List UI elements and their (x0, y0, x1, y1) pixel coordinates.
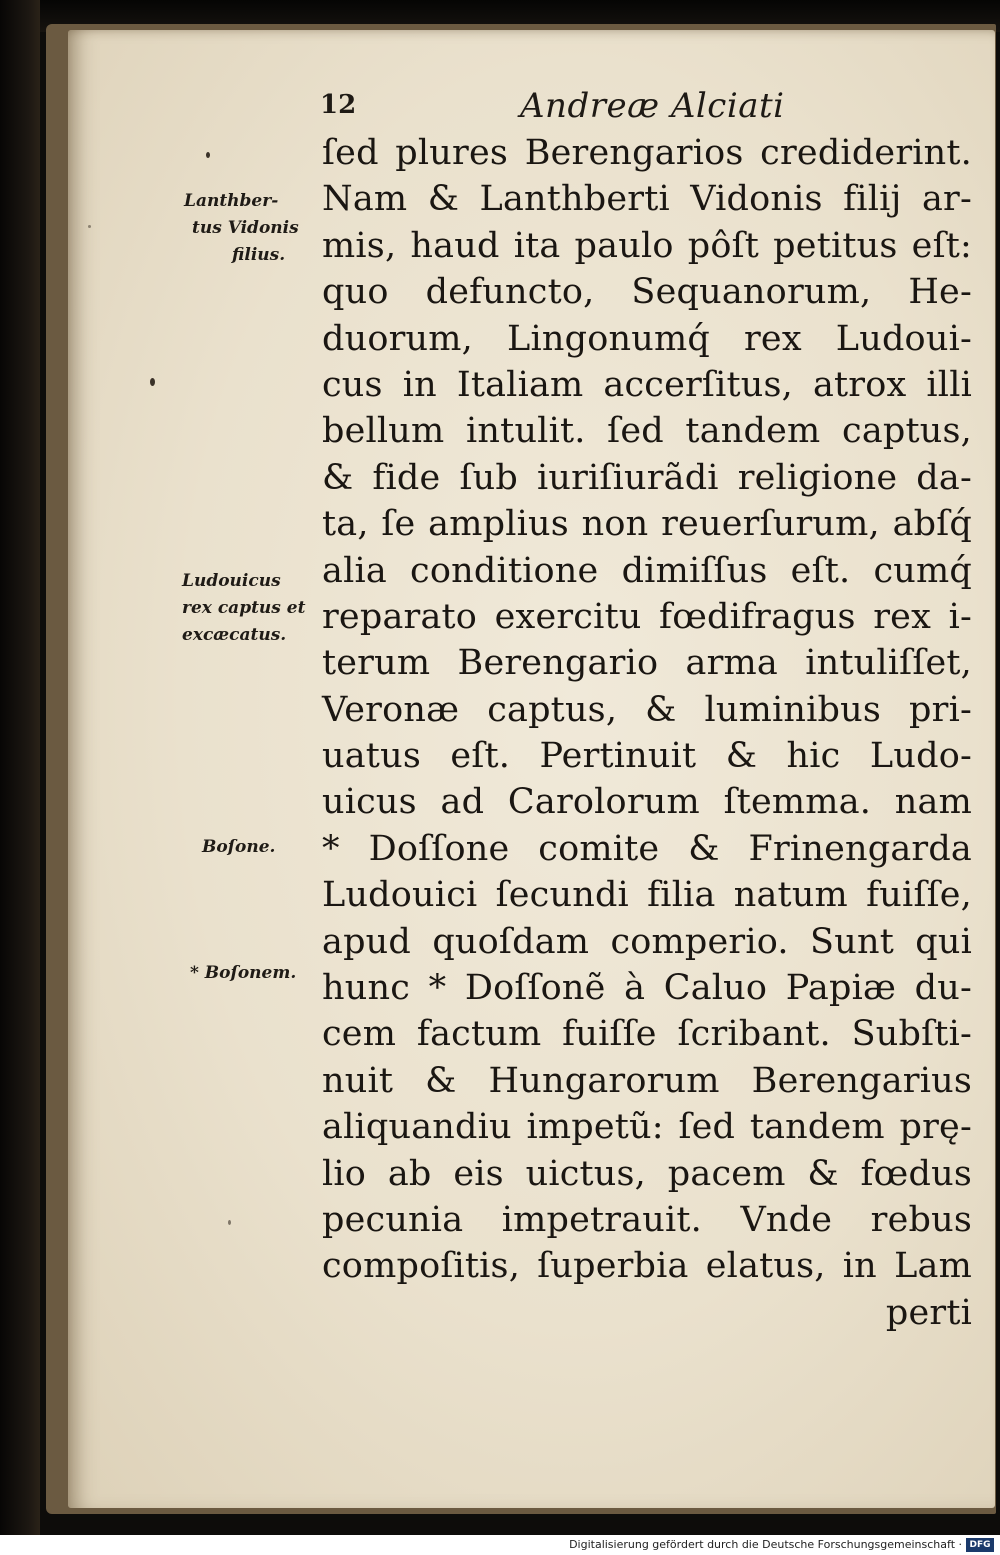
text-line: reparato exercitu fœdifragus rex i- (322, 596, 972, 637)
text-line: terum Berengario arma intuliſſet, (322, 643, 972, 684)
text-line: compoſitis, ſuperbia elatus, in Lam (322, 1246, 972, 1287)
text-line: ſed plures Berengarios crediderint. (322, 133, 972, 173)
text-line: Ludouici ſecundi filia natum fuiſſe, (322, 875, 972, 916)
book-spine-edge (0, 0, 40, 1535)
margin-note-line: rex captus et (182, 598, 306, 618)
text-line: quo defuncto, Sequanorum, He- (322, 272, 972, 313)
text-line: mis, haud ita paulo pôſt petitus eſt: (322, 225, 972, 266)
text-line: pecunia impetrauit. Vnde rebus (322, 1199, 972, 1240)
catchword: perti (885, 1292, 972, 1333)
paper-speck (88, 225, 91, 228)
margin-note-bosone (202, 834, 275, 861)
text-line: apud quoſdam comperio. Sunt qui (322, 921, 972, 962)
margin-note-ludouicus (182, 568, 305, 649)
running-head (320, 86, 980, 132)
text-line: uicus ad Carolorum ſtemma. nam (322, 782, 972, 823)
margin-note-line: Lanthber- (184, 191, 279, 211)
funding-credit: Digitalisierung gefördert durch die Deutsche Forschungsgemeinschaft · (569, 1538, 962, 1551)
margin-note-line: excæcatus. (182, 625, 287, 645)
margin-note-lanthbertus (184, 188, 299, 269)
margin-note-line: Ludouicus (182, 571, 281, 591)
text-line: duorum, Lingonumq́ rex Ludoui- (322, 318, 972, 359)
margin-note-bosonem (190, 960, 296, 987)
text-line: & fide ſub iuriſiurãdi religione da- (322, 457, 972, 498)
text-line: * Doſſone comite & Frinengarda (322, 828, 972, 869)
paper-speck (206, 152, 210, 158)
text-line: alia conditione dimiſſus eſt. cumq́ (322, 550, 972, 591)
page-number: 12 (320, 90, 357, 120)
paper-speck (228, 1220, 231, 1225)
margin-note-line: * Boſonem. (190, 963, 297, 983)
paper-speck (150, 378, 155, 386)
body-text (322, 130, 972, 1336)
text-line: ta, ſe amplius non reuerſurum, abſq́ (322, 504, 972, 545)
text-line: uatus eſt. Pertinuit & hic Ludo- (322, 736, 972, 777)
text-line: bellum intulit. ſed tandem captus, (322, 411, 972, 452)
margin-note-line: filius. (232, 245, 286, 265)
text-line: hunc * Doſſonẽ à Caluo Papiæ du- (322, 968, 972, 1009)
running-title: Andreæ Alciati (520, 86, 785, 126)
margin-note-line: tus Vidonis (192, 218, 299, 238)
text-line: lio ab eis uictus, pacem & fœdus (322, 1153, 972, 1194)
text-line: Nam & Lanthberti Vidonis filij ar- (322, 179, 972, 220)
text-line: cem factum fuiſſe ſcribant. Subſti- (322, 1014, 972, 1055)
text-line: cus in Italiam accerſitus, atrox illi (322, 364, 972, 405)
text-line: Veronæ captus, & luminibus pri- (322, 689, 972, 730)
margin-note-line: Boſone. (202, 837, 276, 857)
dfg-logo-icon: DFG (966, 1538, 994, 1552)
text-line: aliquandiu impetũ: ſed tandem prę- (322, 1107, 972, 1148)
text-line: nuit & Hungarorum Berengarius (322, 1060, 972, 1101)
